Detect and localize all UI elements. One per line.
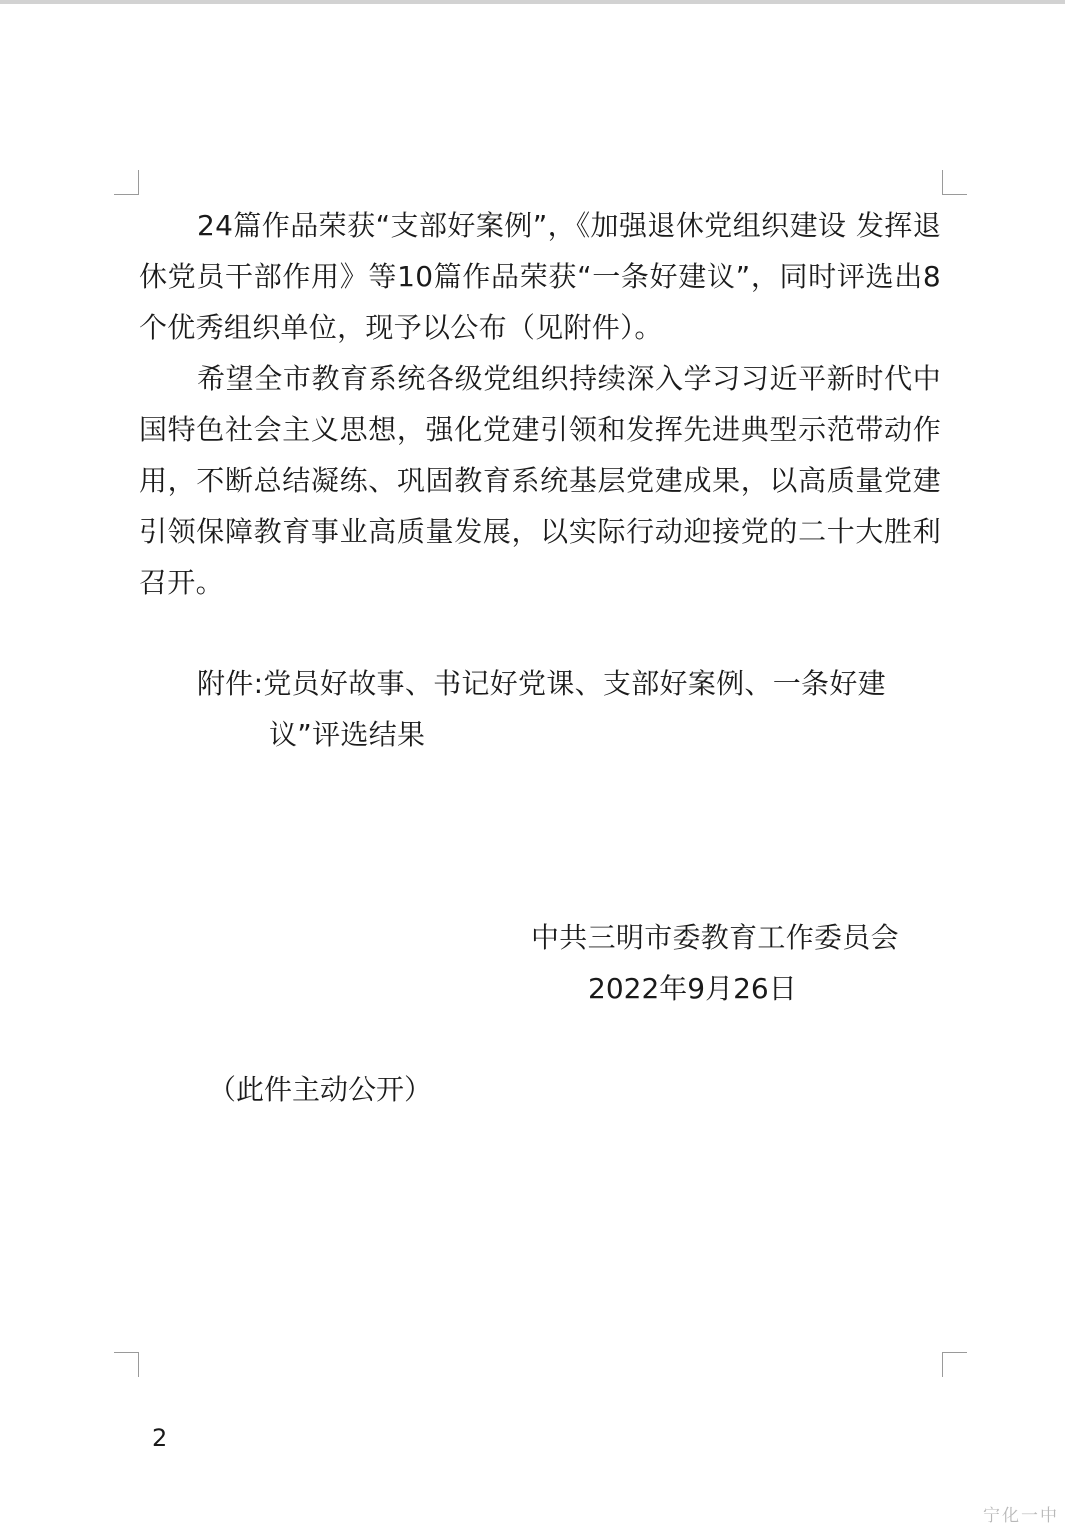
attachment-line-1: 附件:党员好故事、书记好党课、支部好案例、一条好建 bbox=[197, 667, 886, 700]
body-paragraph-1: 24篇作品荣获“支部好案例”，《加强退休党组织建设 发挥退休党员干部作用》等10篇作品荣获“一条好建议”，同时评选出8个优秀组织单位，现予以公布（见附件）。 bbox=[139, 209, 941, 344]
attachment-line-2: 议”评选结果 bbox=[269, 718, 426, 751]
watermark: 宁化一中 bbox=[983, 1506, 1059, 1526]
body-paragraph-2: 希望全市教育系统各级党组织持续深入学习习近平新时代中国特色社会主义思想，强化党建引领和发挥先进典型示范带动作用，不断总结凝练、巩固教育系统基层党建成果，以高质量党建引领保障教育事业高质量发展，以实际行动迎接党的二十大胜利召开。 bbox=[139, 362, 941, 599]
corner-mark-top-left bbox=[114, 170, 139, 195]
issuer-name: 中共三明市委教育工作委员会 bbox=[531, 921, 899, 954]
corner-mark-bottom-right bbox=[942, 1352, 967, 1377]
issue-date: 2022年9月26日 bbox=[588, 972, 797, 1005]
disclosure-note: （此件主动公开） bbox=[208, 1073, 433, 1106]
attachment-note bbox=[197, 658, 917, 760]
top-divider bbox=[0, 0, 1065, 4]
corner-mark-top-right bbox=[942, 170, 967, 195]
corner-mark-bottom-left bbox=[114, 1352, 139, 1377]
page-number: 2 bbox=[152, 1424, 168, 1452]
